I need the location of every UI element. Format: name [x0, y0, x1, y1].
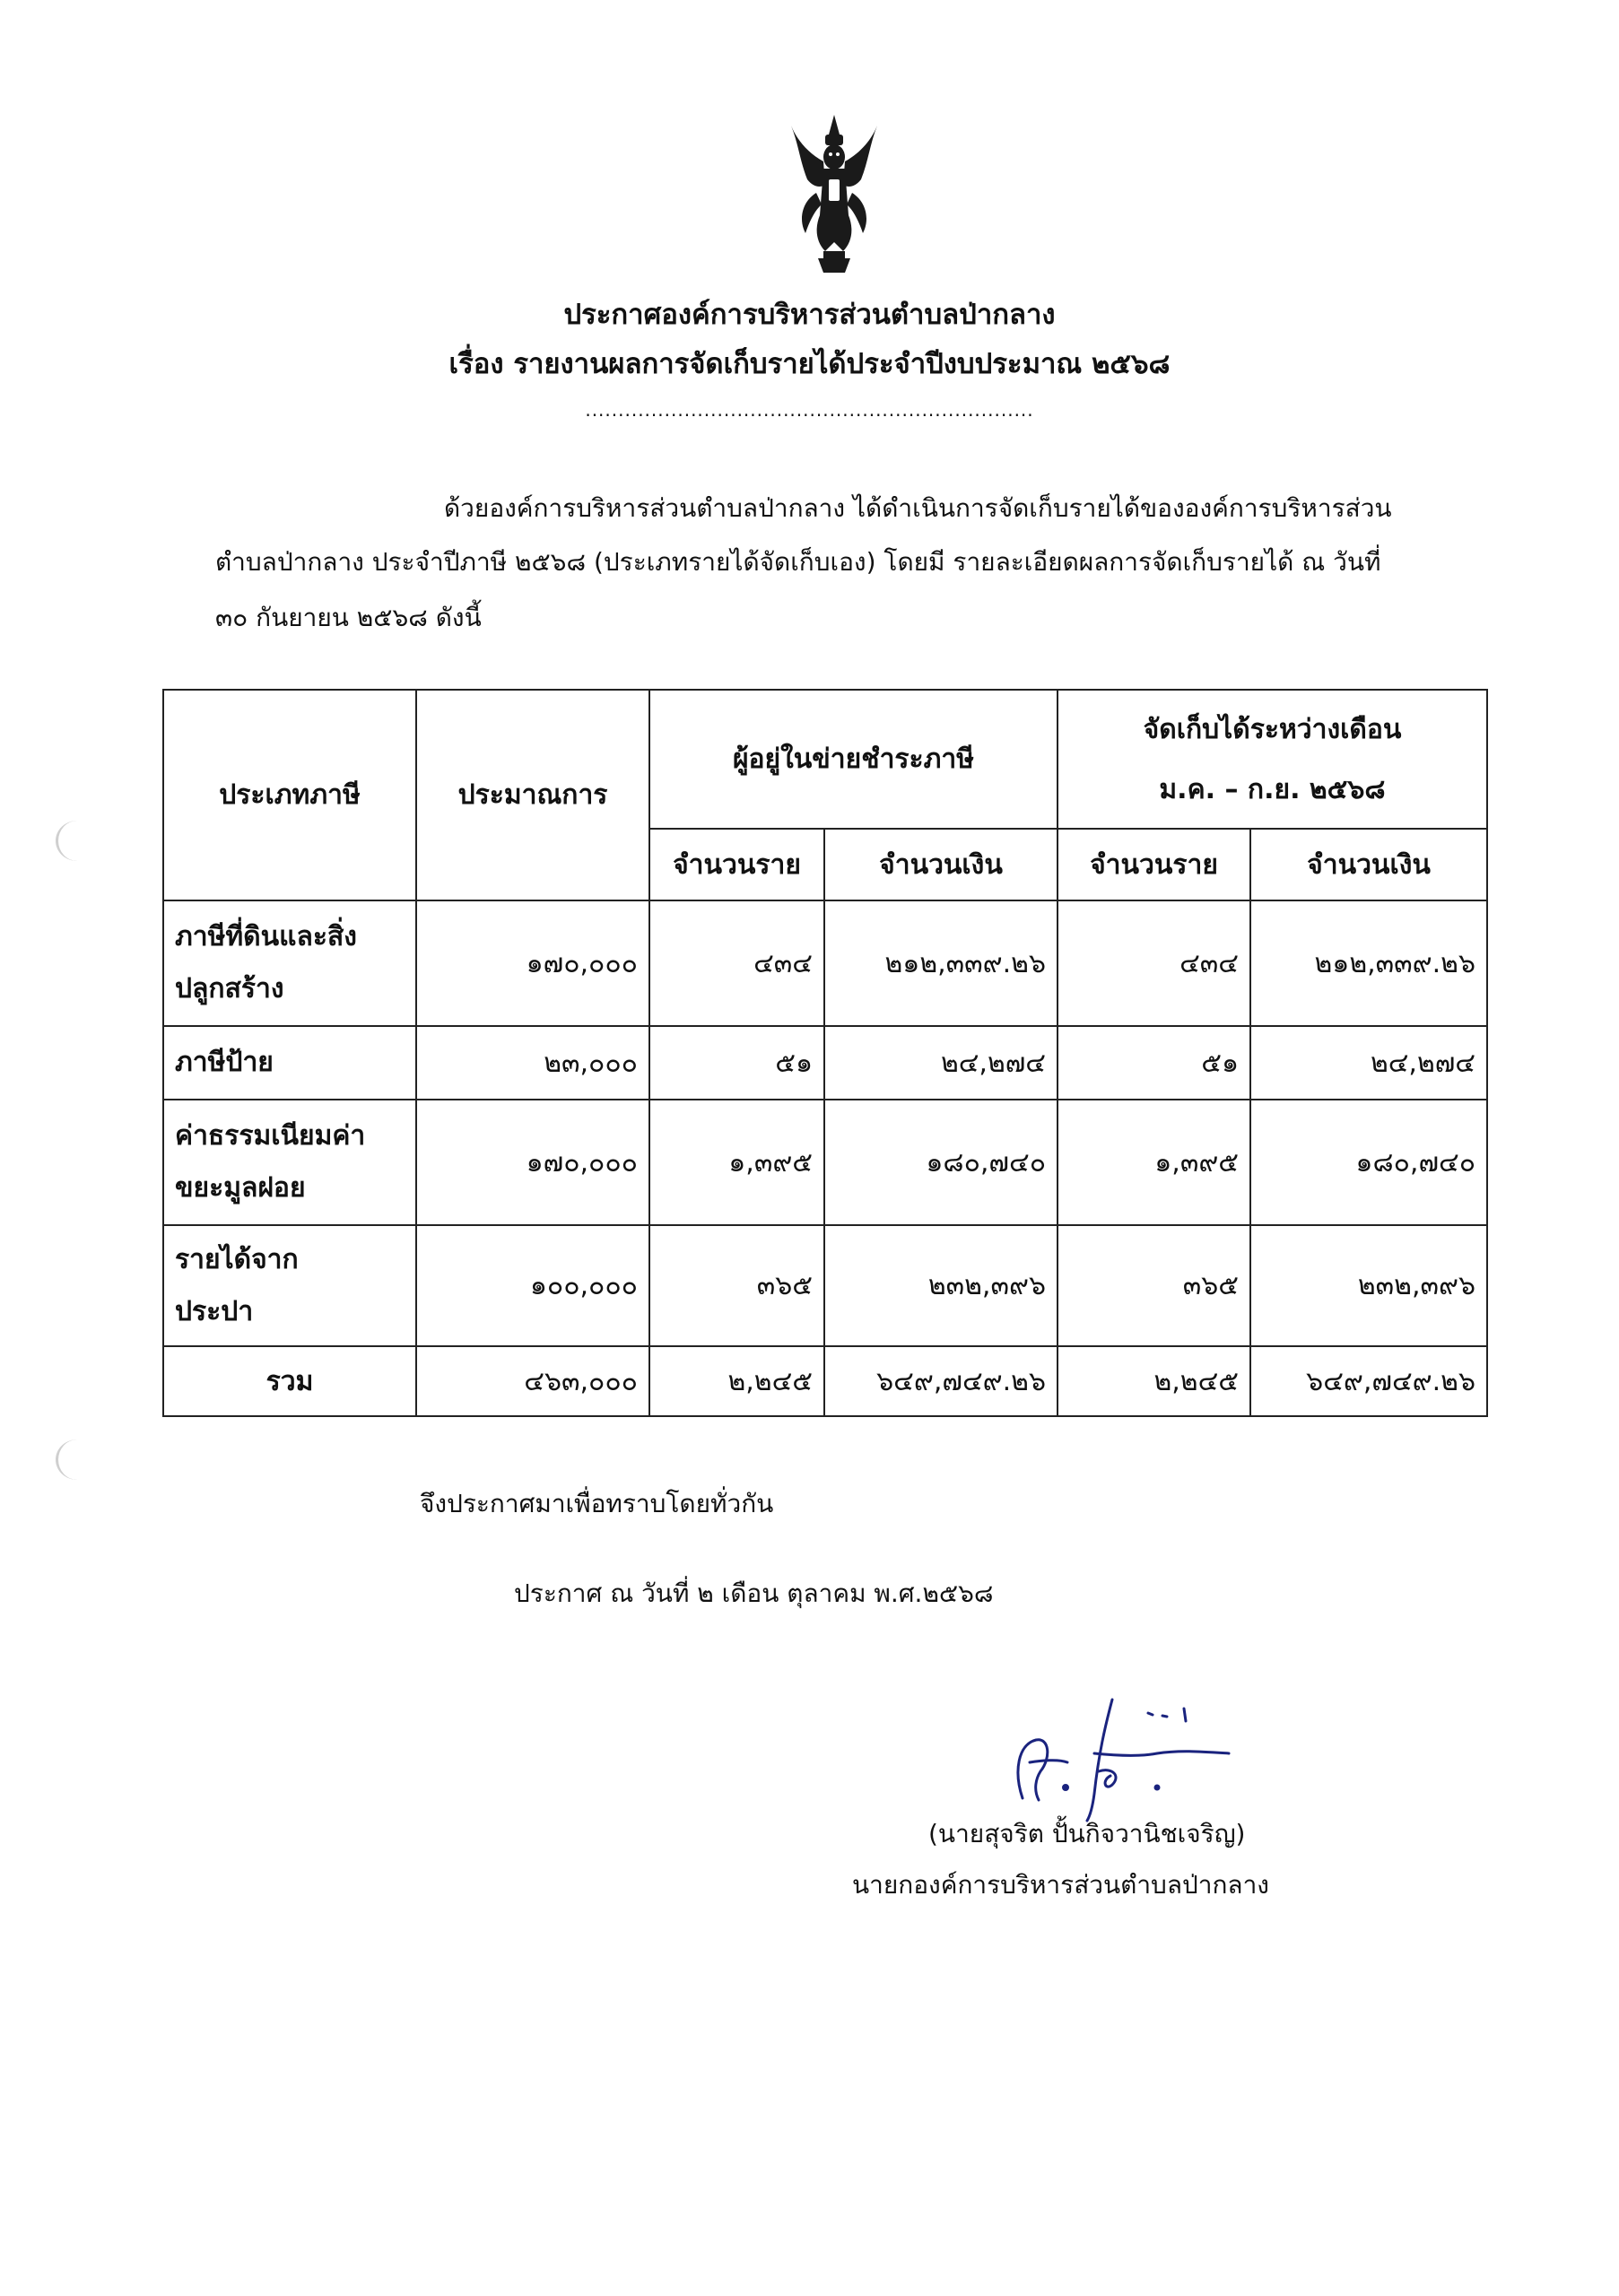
body-line-2: ตำบลป่ากลาง ประจำปีภาษี ๒๕๖๘ (ประเภทรายได้จัดเก็บเอง) โดยมี รายละเอียดผลการจัดเก็บรายได้ ณ วันที่	[215, 547, 1381, 577]
row-tp-count: ๔๓๔	[649, 900, 824, 1026]
total-estimate: ๔๖๓,๐๐๐	[416, 1346, 649, 1416]
handwritten-signature	[987, 1691, 1256, 1825]
row-estimate: ๑๗๐,๐๐๐	[416, 900, 649, 1026]
signatory-position: นายกองค์การบริหารส่วนตำบลป่ากลาง	[852, 1870, 1269, 1900]
header-tax-type: ประเภทภาษี	[163, 690, 416, 900]
row-tp-amount: ๒๓๒,๓๙๖	[824, 1225, 1058, 1346]
table-row	[163, 1026, 1487, 1100]
row-tax-name	[163, 900, 416, 1026]
header-col-amount: จำนวนเงิน	[1250, 829, 1487, 900]
document-title: ประกาศองค์การบริหารส่วนตำบลป่ากลาง	[563, 299, 1056, 331]
row-tp-amount: ๑๘๐,๗๔๐	[824, 1100, 1058, 1225]
table-row	[163, 1100, 1487, 1225]
document-subject: เรื่อง รายงานผลการจัดเก็บรายได้ประจำปีงบประมาณ ๒๕๖๘	[448, 348, 1171, 380]
total-col-amount: ๖๔๙,๗๔๙.๒๖	[1250, 1346, 1487, 1416]
row-tax-name	[163, 1225, 416, 1346]
header-collected	[1058, 690, 1487, 829]
row-tax-name	[163, 1026, 416, 1100]
row-name-line2: ปลูกสร้าง	[175, 973, 284, 1004]
garuda-emblem	[789, 108, 879, 287]
total-tp-amount: ๖๔๙,๗๔๙.๒๖	[824, 1346, 1058, 1416]
row-col-count: ๓๖๕	[1058, 1225, 1250, 1346]
row-col-amount: ๒๔,๒๗๔	[1250, 1026, 1487, 1100]
row-name-line1: ค่าธรรมเนียมค่า	[175, 1120, 366, 1152]
signatory-name: (นายสุจริต ปั้นกิจวานิชเจริญ)	[928, 1819, 1246, 1848]
row-name-line1: ภาษีที่ดินและสิ่ง	[175, 921, 357, 952]
row-col-count: ๑,๓๙๕	[1058, 1100, 1250, 1225]
header-tp-amount: จำนวนเงิน	[824, 829, 1058, 900]
row-estimate: ๒๓,๐๐๐	[416, 1026, 649, 1100]
header-col-count: จำนวนราย	[1058, 829, 1250, 900]
row-col-amount: ๒๓๒,๓๙๖	[1250, 1225, 1487, 1346]
row-tp-count: ๓๖๕	[649, 1225, 824, 1346]
row-estimate: ๑๐๐,๐๐๐	[416, 1225, 649, 1346]
row-tp-amount: ๒๑๒,๓๓๙.๒๖	[824, 900, 1058, 1026]
header-collected-line2: ม.ค. – ก.ย. ๒๕๖๘	[1159, 773, 1386, 805]
total-label: รวม	[163, 1346, 416, 1416]
body-line-1: ด้วยองค์การบริหารส่วนตำบลป่ากลาง ได้ดำเนินการจัดเก็บรายได้ขององค์การบริหารส่วน	[444, 493, 1392, 523]
table-row	[163, 900, 1487, 1026]
row-col-count: ๕๑	[1058, 1026, 1250, 1100]
body-line-3: ๓๐ กันยายน ๒๕๖๘ ดังนี้	[215, 603, 482, 632]
row-col-count: ๔๓๔	[1058, 900, 1250, 1026]
row-name-line1: ภาษีป้าย	[175, 1047, 274, 1078]
table-total-row	[163, 1346, 1487, 1416]
closing-announcement: จึงประกาศมาเพื่อทราบโดยทั่วกัน	[420, 1489, 774, 1518]
row-estimate: ๑๗๐,๐๐๐	[416, 1100, 649, 1225]
header-estimate: ประมาณการ	[416, 690, 649, 900]
punch-hole-mark	[56, 1439, 99, 1480]
header-tp-count: จำนวนราย	[649, 829, 824, 900]
row-tp-count: ๑,๓๙๕	[649, 1100, 824, 1225]
row-name-line1: รายได้จาก	[175, 1243, 299, 1275]
row-tax-name	[163, 1100, 416, 1225]
total-col-count: ๒,๒๔๕	[1058, 1346, 1250, 1416]
revenue-table	[162, 689, 1488, 1417]
row-col-amount: ๒๑๒,๓๓๙.๒๖	[1250, 900, 1487, 1026]
announcement-date: ประกาศ ณ วันที่ ๒ เดือน ตุลาคม พ.ศ.๒๕๖๘	[514, 1578, 994, 1608]
header-collected-line1: จัดเก็บได้ระหว่างเดือน	[1143, 713, 1402, 745]
punch-hole-mark	[56, 821, 99, 861]
title-separator: ....................................................................	[585, 399, 1034, 421]
row-tp-amount: ๒๔,๒๗๔	[824, 1026, 1058, 1100]
header-taxpayers: ผู้อยู่ในข่ายชำระภาษี	[649, 690, 1058, 829]
row-name-line2: ขยะมูลฝอย	[175, 1172, 306, 1204]
row-tp-count: ๕๑	[649, 1026, 824, 1100]
total-tp-count: ๒,๒๔๕	[649, 1346, 824, 1416]
table-header-row	[163, 690, 1487, 829]
table-row	[163, 1225, 1487, 1346]
row-col-amount: ๑๘๐,๗๔๐	[1250, 1100, 1487, 1225]
row-name-line2: ประปา	[175, 1295, 254, 1327]
